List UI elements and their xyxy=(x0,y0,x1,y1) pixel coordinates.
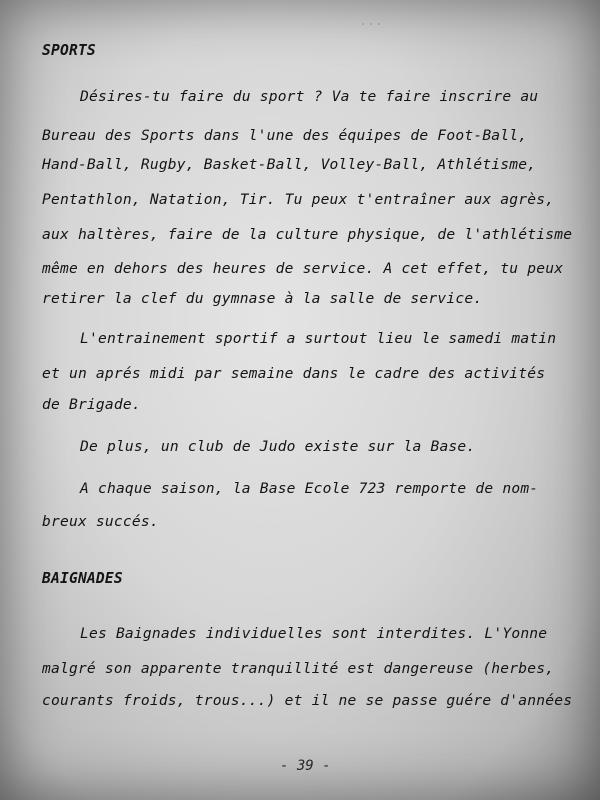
paragraph-line: malgré son apparente tranquillité est dangereuse (herbes, xyxy=(42,660,555,677)
section-heading-baignades: BAIGNADES xyxy=(42,570,123,587)
paragraph-line: breux succés. xyxy=(42,513,159,530)
page-number: - 39 - xyxy=(280,758,331,774)
paragraph-line: et un aprés midi par semaine dans le cadre des activités xyxy=(42,365,546,382)
paragraph-line: Pentathlon, Natation, Tir. Tu peux t'entraîner aux agrès, xyxy=(42,191,555,208)
paragraph-line: Désires-tu faire du sport ? Va te faire inscrire au xyxy=(80,88,539,105)
paragraph-line: de Brigade. xyxy=(42,396,141,413)
bleed-through-text: ... xyxy=(360,14,384,29)
paragraph-line: aux haltères, faire de la culture physique, de l'athlétisme xyxy=(42,226,573,243)
paragraph-line: Les Baignades individuelles sont interdites. L'Yonne xyxy=(80,625,548,642)
paragraph-line: retirer la clef du gymnase à la salle de service. xyxy=(42,290,483,307)
paragraph-line: courants froids, trous...) et il ne se passe guére d'années xyxy=(42,692,573,709)
paragraph-line: Bureau des Sports dans l'une des équipes de Foot-Ball, xyxy=(42,127,528,144)
paragraph-line: même en dehors des heures de service. A cet effet, tu peux xyxy=(42,260,564,277)
paragraph-line: Hand-Ball, Rugby, Basket-Ball, Volley-Ball, Athlétisme, xyxy=(42,156,537,173)
paragraph-line: De plus, un club de Judo existe sur la Base. xyxy=(80,438,476,455)
section-heading-sports: SPORTS xyxy=(42,42,96,59)
paragraph-line: L'entrainement sportif a surtout lieu le samedi matin xyxy=(80,330,557,347)
paragraph-line: A chaque saison, la Base Ecole 723 remporte de nom- xyxy=(80,480,539,497)
